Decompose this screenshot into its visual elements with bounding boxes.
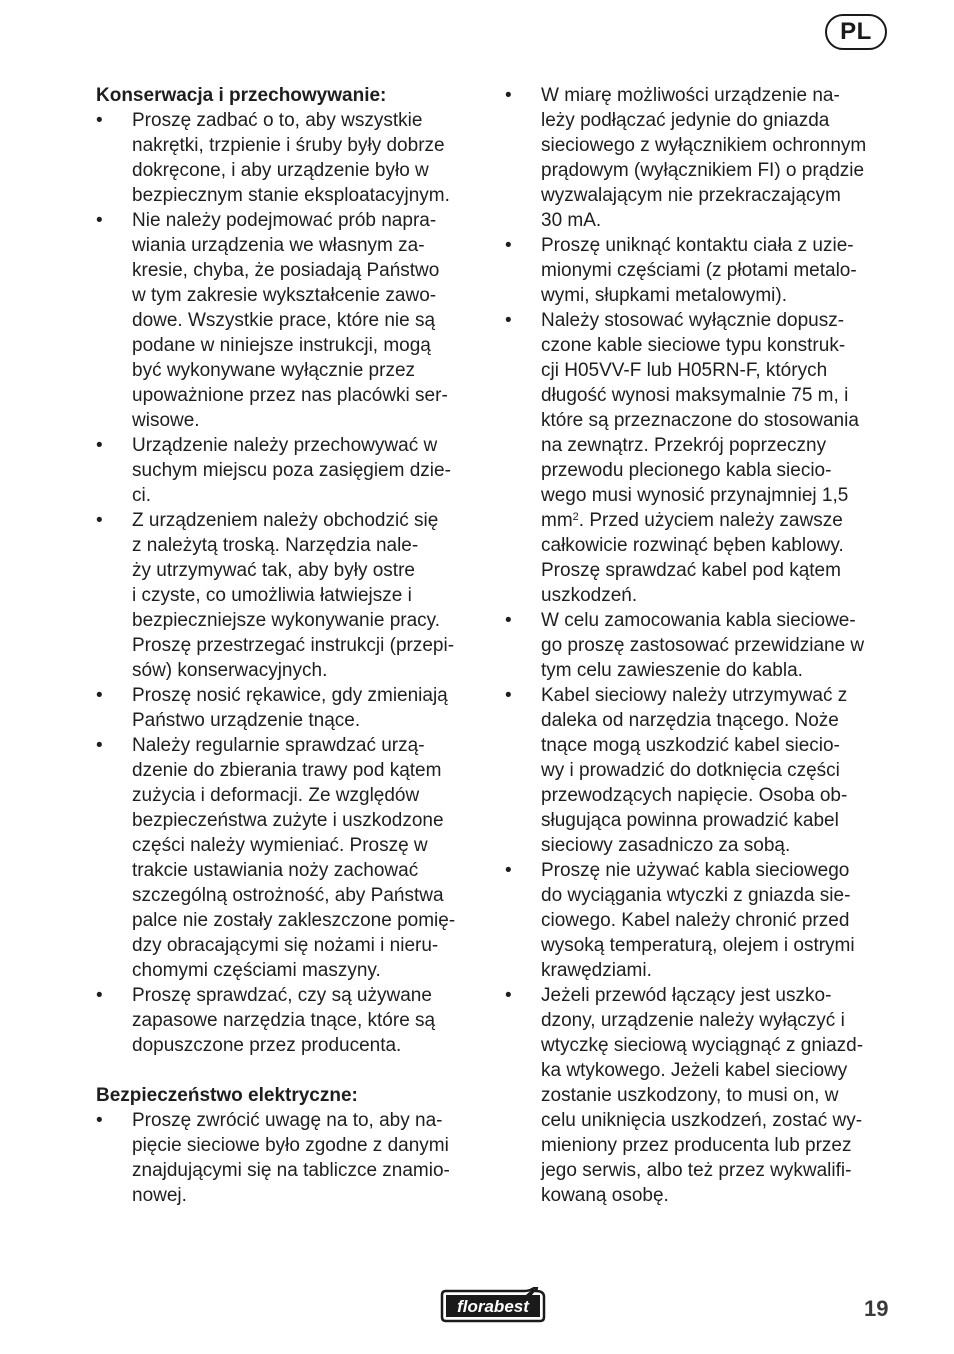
florabest-logo (438, 1287, 548, 1325)
text-line: daleka od narzędzia tnącego. Noże (541, 710, 839, 731)
bullet-marker: • (505, 685, 512, 706)
right-column (505, 83, 895, 1208)
text-line: Proszę sprawdzać kabel pod kątem (541, 560, 841, 581)
text-line: nakrętki, trzpienie i śruby były dobrze (132, 135, 445, 156)
text-line: upoważnione przez nas placówki ser- (132, 385, 448, 406)
text-line: Należy regularnie sprawdzać urzą- (132, 735, 425, 756)
list-item (505, 233, 895, 308)
bullet-marker: • (96, 685, 103, 706)
list-item (96, 733, 486, 983)
text-line: na zewnątrz. Przekrój poprzeczny (541, 435, 827, 456)
superscript: 2 (572, 511, 579, 523)
language-badge: PL (825, 14, 887, 50)
text-line: podane w niniejsze instrukcji, mogą (132, 335, 431, 356)
text-line: sieciowy zasadniczo za sobą. (541, 835, 791, 856)
list-item (505, 683, 895, 858)
text-line: Jeżeli przewód łączący jest uszko- (541, 985, 832, 1006)
text-line: Urządzenie należy przechowywać w (132, 435, 438, 456)
text-line: Proszę zadbać o to, aby wszystkie (132, 110, 423, 131)
text-line: celu uniknięcia uszkodzeń, zostać wy- (541, 1110, 863, 1131)
text-line: zużycia i deformacji. Ze względów (132, 785, 420, 806)
logo-text: florabest (457, 1297, 529, 1316)
text-line: mieniony przez producenta lub przez (541, 1135, 852, 1156)
text-line: suchym miejscu poza zasięgiem dzie- (132, 460, 451, 481)
text-line: mionymi częściami (z płotami metalo- (541, 260, 857, 281)
text-line: przewodu plecionego kabla siecio- (541, 460, 832, 481)
text-line-mm2 (541, 508, 895, 533)
text-line: wisowe. (132, 410, 200, 431)
list-item (96, 1108, 486, 1208)
text-line: palce nie zostały zakleszczone pomię- (132, 910, 456, 931)
text-line: z należytą troską. Narzędzia nale- (132, 535, 419, 556)
text-line: prądowym (wyłącznikiem FI) o prądzie (541, 160, 865, 181)
text-line: Nie należy podejmować prób napra- (132, 210, 437, 231)
section-heading: Bezpieczeństwo elektryczne: (96, 1085, 358, 1106)
text-line: całkowicie rozwinąć bęben kablowy. (541, 535, 844, 556)
bullet-marker: • (505, 85, 512, 106)
text-line: nowej. (132, 1185, 187, 1206)
text-line: zostanie uszkodzony, to musi on, w (541, 1085, 839, 1106)
text-line: pięcie sieciowe było zgodne z danymi (132, 1135, 449, 1156)
text-line: tnące mogą uszkodzić kabel siecio- (541, 735, 840, 756)
list-item (505, 858, 895, 983)
text-line: wyzwalającym nie przekraczającym (541, 185, 841, 206)
text-line: kowaną osobę. (541, 1185, 669, 1206)
text-line: leży podłączać jedynie do gniazda (541, 110, 830, 131)
text-line: jego serwis, albo też przez wykwalifi- (541, 1160, 852, 1181)
text-line: kresie, chyba, że posiadają Państwo (132, 260, 440, 281)
text-line: Z urządzeniem należy obchodzić się (132, 510, 439, 531)
text-line: dzy obracającymi się nożami i nieru- (132, 935, 439, 956)
text-line: sieciowego z wyłącznikiem ochronnym (541, 135, 867, 156)
left-column (96, 83, 486, 1208)
text-line: cji H05VV-F lub H05RN-F, których (541, 360, 828, 381)
text-line: do wyciągania wtyczki z gniazda sie- (541, 885, 851, 906)
text-line: być wykonywane wyłącznie przez (132, 360, 416, 381)
list-item (505, 308, 895, 608)
text-line: dokręcone, i aby urządzenie było w (132, 160, 429, 181)
text-line: tym celu zawieszenie do kabla. (541, 660, 803, 681)
text-line: W miarę możliwości urządzenie na- (541, 85, 840, 106)
text-line: Proszę przestrzegać instrukcji (przepi- (132, 635, 455, 656)
list-item (505, 608, 895, 683)
bullet-marker: • (96, 510, 103, 531)
list-item (96, 433, 486, 508)
text-line: bezpiecznym stanie eksploatacyjnym. (132, 185, 450, 206)
text-line: bezpieczeństwa zużyte i uszkodzone (132, 810, 444, 831)
text-line: czone kable sieciowe typu konstruk- (541, 335, 846, 356)
line-rest: . Przed użyciem należy zawsze (578, 510, 843, 531)
bullet-marker: • (96, 985, 103, 1006)
bullet-marker: • (505, 310, 512, 331)
bullet-marker: • (96, 210, 103, 231)
text-line: w tym zakresie wykształcenie zawo- (132, 285, 437, 306)
bullet-marker: • (96, 435, 103, 456)
text-line: Proszę uniknąć kontaktu ciała z uzie- (541, 235, 854, 256)
text-line: go proszę zastosować przewidziane w (541, 635, 865, 656)
page-number: 19 (864, 1296, 889, 1321)
text-line: chomymi częściami maszyny. (132, 960, 381, 981)
text-line: dopuszczone przez producenta. (132, 1035, 402, 1056)
text-line: dowe. Wszystkie prace, które nie są (132, 310, 436, 331)
list-item (96, 683, 486, 733)
text-line: ci. (132, 485, 151, 506)
text-line: Proszę sprawdzać, czy są używane (132, 985, 432, 1006)
text-line: wy i prowadzić do dotknięcia części (541, 760, 840, 781)
section-spacer (96, 1058, 486, 1083)
list-item (96, 508, 486, 683)
text-line: i czyste, co umożliwia łatwiejsze i (132, 585, 412, 606)
text-line: uszkodzeń. (541, 585, 638, 606)
list-item (96, 983, 486, 1058)
unit-text: mm (541, 510, 573, 531)
text-line: sługująca powinna prowadzić kabel (541, 810, 839, 831)
text-line: przewodzących napięcie. Osoba ob- (541, 785, 848, 806)
list-item (96, 108, 486, 208)
text-line: ży utrzymywać tak, aby były ostre (132, 560, 415, 581)
text-line: wiania urządzenia we własnym za- (132, 235, 425, 256)
bullet-marker: • (96, 1110, 103, 1131)
text-line: bezpieczniejsze wykonywanie pracy. (132, 610, 441, 631)
text-line: ciowego. Kabel należy chronić przed (541, 910, 850, 931)
text-line: części należy wymieniać. Proszę w (132, 835, 428, 856)
text-line: W celu zamocowania kabla sieciowe- (541, 610, 856, 631)
text-line: wego musi wynosić przynajmniej 1,5 (541, 485, 849, 506)
text-line: Proszę nie używać kabla sieciowego (541, 860, 850, 881)
bullet-marker: • (505, 860, 512, 881)
list-item (505, 983, 895, 1208)
bullet-marker: • (96, 110, 103, 131)
text-line: Proszę zwrócić uwagę na to, aby na- (132, 1110, 443, 1131)
bullet-marker: • (505, 610, 512, 631)
text-line: wysoką temperaturą, olejem i ostrymi (541, 935, 855, 956)
text-line: krawędziami. (541, 960, 652, 981)
section-heading: Konserwacja i przechowywanie: (96, 85, 387, 106)
text-line: długość wynosi maksymalnie 75 m, i (541, 385, 849, 406)
bullet-marker: • (96, 735, 103, 756)
text-line: szczególną ostrożność, aby Państwa (132, 885, 444, 906)
list-item (505, 83, 895, 233)
text-line: wymi, słupkami metalowymi). (541, 285, 787, 306)
text-line: Proszę nosić rękawice, gdy zmieniają (132, 685, 448, 706)
bullet-list (96, 108, 486, 1058)
bullet-list (505, 83, 895, 1208)
text-line: ka wtykowego. Jeżeli kabel sieciowy (541, 1060, 848, 1081)
text-line: sów) konserwacyjnych. (132, 660, 328, 681)
text-line: dzony, urządzenie należy wyłączyć i (541, 1010, 845, 1031)
text-line: dzenie do zbierania trawy pod kątem (132, 760, 442, 781)
text-line: Kabel sieciowy należy utrzymywać z (541, 685, 848, 706)
text-line: znajdującymi się na tabliczce znamio- (132, 1160, 450, 1181)
text-line: zapasowe narzędzia tnące, które są (132, 1010, 436, 1031)
bullet-marker: • (505, 235, 512, 256)
text-line: trakcie ustawiania noży zachować (132, 860, 419, 881)
list-item (96, 208, 486, 433)
text-line: Państwo urządzenie tnące. (132, 710, 361, 731)
bullet-list (96, 1108, 486, 1208)
text-line: które są przeznaczone do stosowania (541, 410, 859, 431)
text-line: Należy stosować wyłącznie dopusz- (541, 310, 845, 331)
text-line: wtyczkę sieciową wyciągnąć z gniazd- (541, 1035, 864, 1056)
bullet-marker: • (505, 985, 512, 1006)
text-line: 30 mA. (541, 210, 602, 231)
